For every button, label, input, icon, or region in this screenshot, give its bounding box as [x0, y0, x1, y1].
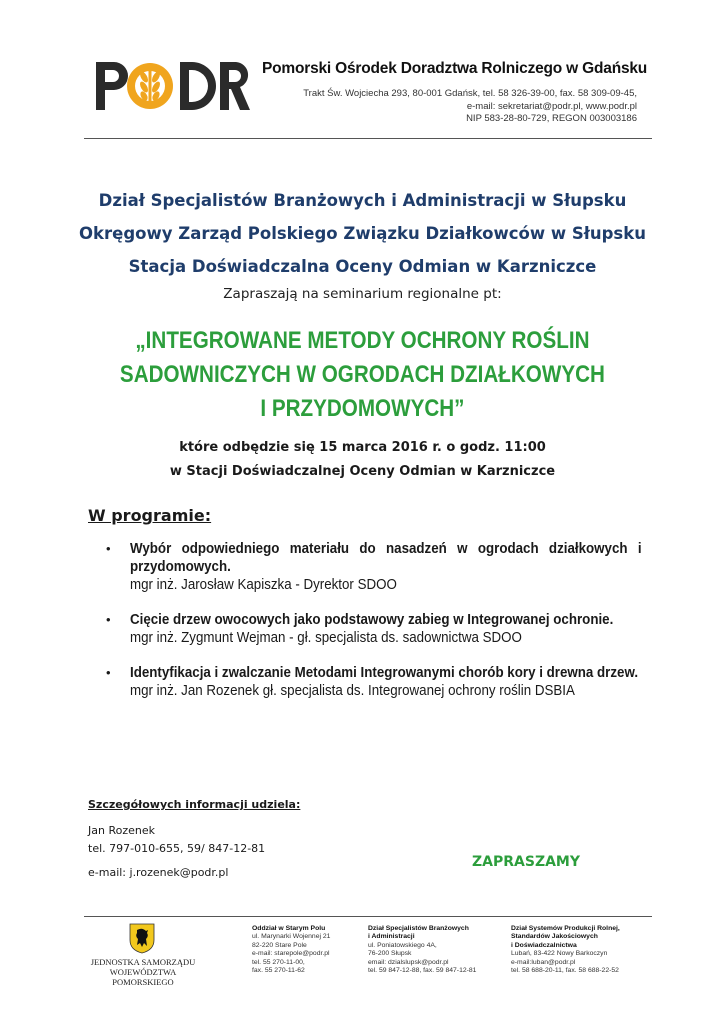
office-line: tel. 55 270-11-00, — [252, 958, 305, 966]
crest-caption-line: JEDNOSTKA SAMORZĄDU — [90, 957, 196, 967]
pomeranian-crest-icon — [128, 922, 156, 954]
office-name: i Administracji — [368, 933, 415, 941]
office-luban — [511, 925, 620, 975]
footer-divider — [84, 916, 652, 917]
office-name: i Doświadczalnictwa — [511, 941, 577, 949]
address-line: Trakt Św. Wojciecha 293, 80-001 Gdańsk, tel. 58 326-39-00, fax. 58 309-09-45, — [303, 88, 637, 99]
program-topic: Wybór odpowiedniego materiału do nasadzeń w ogrodach działkowych i przydomowych. — [130, 541, 642, 575]
office-line: ul. Marynarki Wojennej 21 — [252, 933, 331, 941]
invitation-text: Zapraszają na seminarium regionalne pt: — [223, 286, 502, 302]
office-line: fax. 55 270-11-62 — [252, 967, 305, 975]
bullet: • — [106, 612, 111, 627]
bullet: • — [106, 541, 111, 556]
office-name: Oddział w Starym Polu — [252, 925, 326, 932]
address-line: NIP 583-28-80-729, REGON 003003186 — [466, 113, 637, 124]
program-speaker: mgr inż. Zygmunt Wejman - gł. specjalista ds. sadownictwa SDOO — [130, 630, 522, 646]
program-speaker: mgr inż. Jan Rozenek gł. specjalista ds. Integrowanej ochrony roślin DSBIA — [130, 683, 575, 699]
program-item — [106, 611, 642, 648]
office-line: email: dzialslupsk@podr.pl — [368, 958, 449, 966]
event-date: które odbędzie się 15 marca 2016 r. o godz. 11:00 — [179, 440, 546, 455]
office-name: Standardów Jakościowych — [511, 933, 598, 941]
contact-name: Jan Rozenek — [88, 824, 155, 837]
contact-phone: tel. 797-010-655, 59/ 847-12-81 — [88, 842, 266, 855]
office-line: 76-200 Słupsk — [368, 950, 412, 958]
office-name: Dział Systemów Produkcji Rolnej, — [511, 925, 620, 932]
seminar-title — [51, 324, 675, 426]
office-line: e-mail: starepole@podr.pl — [252, 950, 330, 958]
sponsor-line: Dział Specjalistów Branżowych i Administracji w Słupsku — [98, 191, 627, 210]
sponsor-line: Okręgowy Zarząd Polskiego Związku Działkowców w Słupsku — [79, 224, 646, 243]
program-item — [106, 540, 642, 595]
header-divider — [84, 138, 652, 139]
bullet: • — [106, 665, 111, 680]
sponsors-block — [0, 184, 725, 283]
office-line: Lubań, 83-422 Nowy Barkoczyn — [511, 950, 608, 958]
title-line: „INTEGROWANE METODY OCHRONY ROŚLIN — [135, 327, 590, 354]
title-line: I PRZYDOMOWYCH” — [260, 395, 465, 422]
office-line: ul. Poniatowskiego 4A, — [368, 941, 437, 949]
program-topic: Identyfikacja i zwalczanie Metodami Integrowanymi chorób kory i drewna drzew. — [130, 665, 639, 681]
podr-logo — [92, 58, 252, 114]
contact-heading: Szczegółowych informacji udziela: — [88, 798, 301, 811]
program-topic: Cięcie drzew owocowych jako podstawowy zabieg w Integrowanej ochronie. — [130, 612, 614, 628]
contact-block — [88, 796, 300, 882]
program-speaker: mgr inż. Jarosław Kapiszka - Dyrektor SDOO — [130, 577, 397, 593]
program-item — [106, 664, 642, 701]
office-slupsk — [368, 925, 476, 975]
program-heading: W programie: — [88, 506, 212, 525]
crest-caption — [84, 957, 202, 987]
event-place: w Stacji Doświadczalnej Oceny Odmian w Karzniczce — [169, 464, 556, 479]
organization-name: Pomorski Ośrodek Doradztwa Rolniczego w Gdańsku — [262, 60, 648, 77]
office-line: tel. 59 847-12-88, fax. 59 847-12-81 — [368, 967, 477, 975]
contact-email: e-mail: j.rozenek@podr.pl — [88, 866, 229, 879]
organization-address — [303, 88, 637, 126]
crest-caption-line: WOJEWÓDZTWA POMORSKIEGO — [109, 967, 177, 987]
sponsor-line: Stacja Doświadczalna Oceny Odmian w Karzniczce — [128, 257, 597, 276]
office-line: tel. 58 688-20-11, fax. 58 688-22-52 — [511, 967, 619, 975]
program-list — [106, 540, 642, 717]
office-line: 82-220 Stare Pole — [252, 941, 307, 949]
office-line: e-mail:luban@podr.pl — [511, 958, 576, 966]
office-stare-pole — [252, 925, 330, 975]
closing-invitation: ZAPRASZAMY — [472, 854, 581, 870]
office-name: Dział Specjalistów Branżowych — [368, 925, 469, 932]
address-line: e-mail: sekretariat@podr.pl, www.podr.pl — [466, 100, 637, 112]
event-date-place — [0, 436, 725, 484]
title-line: SADOWNICZYCH W OGRODACH DZIAŁKOWYCH — [119, 361, 605, 388]
